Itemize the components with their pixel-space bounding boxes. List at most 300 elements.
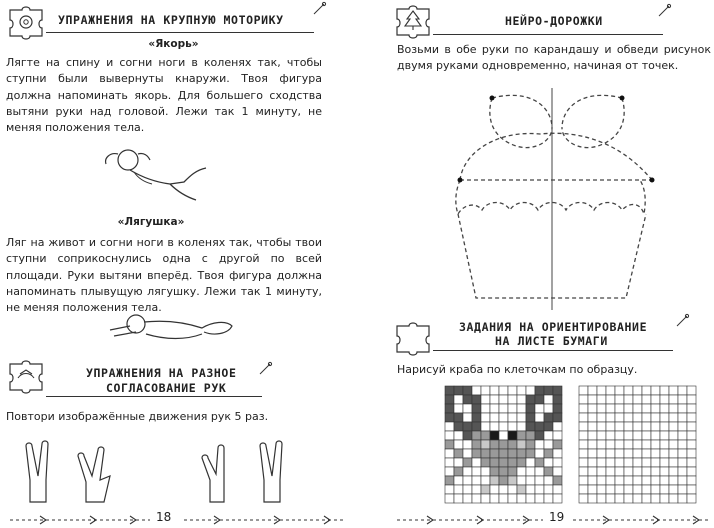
empty-grid-cell[interactable] [687, 458, 696, 467]
empty-grid-cell[interactable] [597, 431, 606, 440]
empty-grid-cell[interactable] [606, 458, 615, 467]
crab-grid-cell [544, 413, 553, 422]
empty-grid-cell[interactable] [597, 476, 606, 485]
crab-grid-cell [499, 485, 508, 494]
empty-grid-cell[interactable] [588, 440, 597, 449]
crab-grid-cell [553, 431, 562, 440]
crab-grid-cell [445, 476, 454, 485]
empty-grid-cell[interactable] [615, 422, 624, 431]
empty-grid-cell[interactable] [633, 494, 642, 503]
empty-grid-cell[interactable] [669, 494, 678, 503]
crab-grid-cell [553, 395, 562, 404]
empty-grid-cell[interactable] [642, 485, 651, 494]
crab-grid-cell [535, 449, 544, 458]
empty-grid-cell[interactable] [597, 467, 606, 476]
footer-arrow-line [184, 514, 344, 526]
empty-grid-cell[interactable] [597, 440, 606, 449]
crab-grid-cell [517, 422, 526, 431]
footer-arrow-line [10, 514, 150, 526]
crab-grid-cell [544, 467, 553, 476]
empty-grid-cell[interactable] [642, 440, 651, 449]
crab-grid-cell [508, 431, 517, 440]
empty-grid-cell[interactable] [624, 467, 633, 476]
empty-grid-cell[interactable] [615, 440, 624, 449]
crab-grid-cell [490, 458, 499, 467]
crab-grid-cell [544, 404, 553, 413]
crab-grid-cell [553, 440, 562, 449]
empty-grid-cell[interactable] [651, 476, 660, 485]
empty-grid-cell[interactable] [660, 413, 669, 422]
empty-grid-cell[interactable] [687, 395, 696, 404]
crab-grid-cell [472, 458, 481, 467]
empty-grid-cell[interactable] [606, 467, 615, 476]
crab-grid-cell [526, 404, 535, 413]
crab-grid-cell [517, 413, 526, 422]
empty-grid-cell[interactable] [669, 386, 678, 395]
empty-grid-cell[interactable] [579, 485, 588, 494]
empty-grid-cell[interactable] [579, 476, 588, 485]
empty-grid-cell[interactable] [678, 485, 687, 494]
crab-grid-cell [463, 422, 472, 431]
crab-grid-cell [445, 386, 454, 395]
empty-grid-cell[interactable] [660, 458, 669, 467]
crab-grid-cell [490, 422, 499, 431]
empty-grid-cell[interactable] [687, 449, 696, 458]
empty-grid-cell[interactable] [615, 431, 624, 440]
section-title-line1: ЗАДАНИЯ НА ОРИЕНТИРОВАНИЕ [459, 320, 648, 334]
frog-pose-illustration [106, 308, 236, 348]
cake-tracing-path [452, 88, 667, 310]
crab-grid-cell [526, 449, 535, 458]
empty-grid-cell[interactable] [579, 458, 588, 467]
empty-grid-cell[interactable] [651, 449, 660, 458]
crab-grid-cell [454, 395, 463, 404]
pencil-decoration-icon [258, 362, 272, 376]
empty-grid-cell[interactable] [660, 422, 669, 431]
crab-grid-cell [454, 476, 463, 485]
crab-grid-cell [544, 386, 553, 395]
crab-grid-cell [454, 467, 463, 476]
empty-grid-cell[interactable] [588, 476, 597, 485]
crab-grid-cell [472, 395, 481, 404]
crab-grid-cell [454, 386, 463, 395]
empty-grid-cell[interactable] [606, 476, 615, 485]
empty-grid-cell[interactable] [624, 413, 633, 422]
crab-grid-cell [517, 494, 526, 503]
empty-grid-cell[interactable] [642, 395, 651, 404]
crab-sample-grid [445, 386, 562, 503]
empty-grid-cell[interactable] [588, 458, 597, 467]
crab-grid-cell [508, 404, 517, 413]
crab-grid-cell [463, 413, 472, 422]
empty-grid-cell[interactable] [678, 449, 687, 458]
crab-grid-cell [553, 449, 562, 458]
empty-grid-cell[interactable] [660, 404, 669, 413]
empty-grid-cell[interactable] [651, 422, 660, 431]
puzzle-icon [393, 318, 433, 354]
empty-grid-cell[interactable] [615, 413, 624, 422]
empty-grid-cell[interactable] [660, 440, 669, 449]
empty-grid-cell[interactable] [633, 431, 642, 440]
crab-grid-cell [544, 431, 553, 440]
crab-grid-cell [445, 467, 454, 476]
empty-grid-cell[interactable] [615, 485, 624, 494]
crab-grid-cell [517, 440, 526, 449]
empty-grid-cell[interactable] [633, 467, 642, 476]
crab-grid-cell [490, 413, 499, 422]
empty-grid-cell[interactable] [588, 494, 597, 503]
crab-grid-cell [508, 440, 517, 449]
crab-grid-cell [463, 458, 472, 467]
crab-grid-cell [553, 404, 562, 413]
empty-grid-cell[interactable] [651, 458, 660, 467]
right-page [357, 0, 714, 528]
crab-grid-cell [535, 494, 544, 503]
crab-grid-cell [544, 440, 553, 449]
crab-grid-cell [517, 449, 526, 458]
empty-grid-cell[interactable] [615, 494, 624, 503]
crab-grid-cell [526, 395, 535, 404]
empty-grid-cell[interactable] [633, 449, 642, 458]
crab-grid-cell [445, 404, 454, 413]
crab-grid-cell [454, 485, 463, 494]
empty-grid-cell[interactable] [624, 404, 633, 413]
crab-grid-cell [463, 386, 472, 395]
empty-grid-cell[interactable] [687, 431, 696, 440]
crab-grid-cell [526, 422, 535, 431]
empty-grid-cell[interactable] [633, 395, 642, 404]
crab-grid-cell [508, 458, 517, 467]
empty-grid-cell[interactable] [606, 485, 615, 494]
crab-grid-cell [508, 449, 517, 458]
crab-grid-cell [445, 395, 454, 404]
empty-grid-cell[interactable] [597, 413, 606, 422]
empty-grid-cell[interactable] [615, 386, 624, 395]
crab-grid-cell [499, 440, 508, 449]
empty-grid-cell[interactable] [579, 494, 588, 503]
empty-grid-cell[interactable] [678, 386, 687, 395]
crab-grid-cell [490, 404, 499, 413]
crab-grid-cell [553, 476, 562, 485]
crab-grid-cell [445, 440, 454, 449]
empty-grid-cell[interactable] [579, 413, 588, 422]
empty-grid-cell[interactable] [642, 467, 651, 476]
crab-grid-cell [553, 422, 562, 431]
puzzle-gear-icon [6, 4, 46, 38]
crab-grid-cell [553, 386, 562, 395]
empty-grid-cell[interactable] [678, 476, 687, 485]
empty-grid-cell[interactable] [597, 485, 606, 494]
empty-grid-cell[interactable] [579, 440, 588, 449]
empty-grid-cell[interactable] [633, 485, 642, 494]
empty-grid-cell[interactable] [651, 395, 660, 404]
empty-grid-cell[interactable] [588, 395, 597, 404]
crab-grid-cell [490, 440, 499, 449]
empty-grid-cell[interactable] [633, 440, 642, 449]
crab-grid-cell [508, 422, 517, 431]
empty-grid-cell[interactable] [588, 485, 597, 494]
empty-grid-cell[interactable] [624, 494, 633, 503]
crab-grid-cell [526, 467, 535, 476]
crab-grid-cell [481, 467, 490, 476]
page-number: 18 [156, 510, 172, 524]
empty-grid-cell[interactable] [642, 386, 651, 395]
empty-grid-cell[interactable] [678, 395, 687, 404]
empty-grid-cell[interactable] [597, 386, 606, 395]
empty-grid-cell[interactable] [669, 404, 678, 413]
empty-grid-cell[interactable] [642, 494, 651, 503]
empty-grid-cell[interactable] [669, 431, 678, 440]
crab-grid-cell [517, 458, 526, 467]
hand-gestures-illustration [20, 436, 300, 506]
empty-grid-cell[interactable] [606, 440, 615, 449]
empty-grid-cell[interactable] [687, 422, 696, 431]
empty-grid-cell[interactable] [678, 494, 687, 503]
crab-grid-cell [544, 449, 553, 458]
empty-grid-cell[interactable] [687, 467, 696, 476]
empty-grid-cell[interactable] [651, 485, 660, 494]
empty-grid-cell[interactable] [660, 467, 669, 476]
crab-grid-cell [499, 386, 508, 395]
crab-grid-cell [463, 395, 472, 404]
empty-grid-cell[interactable] [588, 422, 597, 431]
empty-grid-cell[interactable] [678, 431, 687, 440]
crab-grid-cell [472, 449, 481, 458]
crab-grid-cell [517, 431, 526, 440]
empty-grid-cell[interactable] [642, 413, 651, 422]
empty-grid-cell[interactable] [633, 476, 642, 485]
empty-grid-cell[interactable] [588, 404, 597, 413]
crab-grid-cell [517, 395, 526, 404]
empty-grid-cell[interactable] [687, 386, 696, 395]
empty-grid-cell[interactable] [633, 386, 642, 395]
crab-grid-cell [508, 395, 517, 404]
empty-grid-cell[interactable] [579, 422, 588, 431]
empty-grid-cell[interactable] [687, 440, 696, 449]
crab-grid-cell [526, 413, 535, 422]
crab-grid-cell [481, 386, 490, 395]
empty-grid-cell[interactable] [678, 467, 687, 476]
empty-grid-cell[interactable] [669, 395, 678, 404]
crab-grid-cell [526, 431, 535, 440]
crab-grid-cell [517, 476, 526, 485]
empty-grid-cell[interactable] [579, 404, 588, 413]
empty-grid-cell[interactable] [687, 413, 696, 422]
empty-grid-cell[interactable] [669, 485, 678, 494]
hands-puzzle-icon [6, 356, 46, 392]
empty-grid-cell[interactable] [669, 449, 678, 458]
empty-grid-cell[interactable] [651, 386, 660, 395]
empty-grid-cell[interactable] [606, 422, 615, 431]
empty-grid-cell[interactable] [660, 431, 669, 440]
crab-grid-cell [553, 413, 562, 422]
crab-grid-cell [445, 413, 454, 422]
crab-grid-cell [508, 413, 517, 422]
empty-grid-cell[interactable] [624, 476, 633, 485]
empty-grid-cell[interactable] [678, 413, 687, 422]
crab-grid-cell [481, 449, 490, 458]
empty-grid-cell[interactable] [660, 386, 669, 395]
empty-grid-cell[interactable] [606, 386, 615, 395]
crab-grid-cell [490, 386, 499, 395]
page-number: 19 [549, 510, 565, 524]
empty-grid-cell[interactable] [615, 458, 624, 467]
empty-grid-cell[interactable] [687, 494, 696, 503]
empty-grid-cell[interactable] [633, 458, 642, 467]
crab-grid-cell [490, 431, 499, 440]
empty-grid-cell[interactable] [615, 467, 624, 476]
crab-grid-cell [490, 449, 499, 458]
crab-grid-cell [508, 485, 517, 494]
crab-grid-cell [499, 494, 508, 503]
crab-grid-cell [454, 458, 463, 467]
crab-grid-cell [535, 485, 544, 494]
empty-grid-cell[interactable] [678, 458, 687, 467]
crab-grid-cell [526, 458, 535, 467]
crab-grid-cell [535, 386, 544, 395]
empty-grid-cell[interactable] [651, 467, 660, 476]
crab-grid-cell [526, 485, 535, 494]
empty-grid-cell[interactable] [660, 485, 669, 494]
crab-grid-cell [481, 413, 490, 422]
empty-grid-cell[interactable] [597, 395, 606, 404]
empty-grid-cell[interactable] [624, 440, 633, 449]
empty-grid-cell[interactable] [588, 449, 597, 458]
empty-grid-cell[interactable] [642, 431, 651, 440]
crab-grid-cell [445, 422, 454, 431]
empty-grid-cell[interactable] [624, 386, 633, 395]
exercise-description: Возьми в обе руки по карандашу и обведи рисунок двумя руками одновременно, начиная от точек. [397, 43, 711, 73]
empty-grid-cell[interactable] [597, 404, 606, 413]
exercise-description: Нарисуй краба по клеточкам по образцу. [397, 363, 638, 376]
empty-grid-cell[interactable] [597, 422, 606, 431]
empty-grid-cell[interactable] [687, 404, 696, 413]
empty-grid-cell[interactable] [651, 413, 660, 422]
empty-grid-cell[interactable] [597, 494, 606, 503]
empty-grid-cell[interactable] [588, 386, 597, 395]
crab-grid-cell [472, 404, 481, 413]
empty-grid-cell[interactable] [669, 440, 678, 449]
crab-grid-cell [535, 431, 544, 440]
empty-grid-cell[interactable] [678, 404, 687, 413]
empty-grid-cell[interactable] [579, 395, 588, 404]
crab-grid-cell [490, 476, 499, 485]
empty-grid-cell[interactable] [615, 404, 624, 413]
empty-grid-cell[interactable] [624, 395, 633, 404]
empty-drawing-grid [579, 386, 696, 503]
empty-grid-cell[interactable] [606, 395, 615, 404]
empty-grid-cell[interactable] [669, 413, 678, 422]
empty-grid-cell[interactable] [606, 494, 615, 503]
empty-grid-cell[interactable] [615, 395, 624, 404]
empty-grid-cell[interactable] [660, 494, 669, 503]
crab-grid-cell [526, 440, 535, 449]
empty-grid-cell[interactable] [678, 422, 687, 431]
empty-grid-cell[interactable] [642, 458, 651, 467]
crab-grid-cell [553, 467, 562, 476]
crab-grid-cell [508, 386, 517, 395]
empty-grid-cell[interactable] [579, 386, 588, 395]
empty-grid-cell[interactable] [660, 449, 669, 458]
empty-grid-cell[interactable] [588, 467, 597, 476]
empty-grid-cell[interactable] [624, 458, 633, 467]
crab-grid-cell [463, 467, 472, 476]
empty-grid-cell[interactable] [588, 413, 597, 422]
crab-grid-cell [472, 422, 481, 431]
empty-grid-cell[interactable] [597, 449, 606, 458]
section-title-line1: УПРАЖНЕНИЯ НА РАЗНОЕ [86, 366, 237, 380]
empty-grid-cell[interactable] [615, 449, 624, 458]
empty-grid-cell[interactable] [651, 404, 660, 413]
empty-grid-cell[interactable] [579, 467, 588, 476]
empty-grid-cell[interactable] [669, 476, 678, 485]
empty-grid-cell[interactable] [651, 431, 660, 440]
crab-grid-cell [454, 431, 463, 440]
exercise-description: Лягте на спину и согни ноги в коленях так, чтобы ступни были вывернуты кнаружи. Твоя фигура должна напоминать якорь. Для большего сходства вытяни руки над головой. Лежи так 1 минуту, не меняя положения тела. [6, 56, 322, 135]
empty-grid-cell[interactable] [624, 431, 633, 440]
empty-grid-cell[interactable] [642, 449, 651, 458]
crab-grid-cell [499, 476, 508, 485]
empty-grid-cell[interactable] [615, 476, 624, 485]
anchor-pose-illustration [100, 140, 220, 210]
empty-grid-cell[interactable] [669, 458, 678, 467]
crab-grid-cell [499, 404, 508, 413]
empty-grid-cell[interactable] [597, 458, 606, 467]
empty-grid-cell[interactable] [624, 485, 633, 494]
empty-grid-cell[interactable] [687, 476, 696, 485]
crab-grid-cell [454, 440, 463, 449]
crab-grid-cell [517, 467, 526, 476]
pencil-decoration-icon [657, 4, 671, 18]
crab-grid-cell [544, 494, 553, 503]
empty-grid-cell[interactable] [588, 431, 597, 440]
empty-grid-cell[interactable] [669, 467, 678, 476]
empty-grid-cell[interactable] [579, 431, 588, 440]
crab-grid-cell [463, 404, 472, 413]
crab-grid-cell [454, 494, 463, 503]
empty-grid-cell[interactable] [624, 422, 633, 431]
empty-grid-cell[interactable] [606, 413, 615, 422]
empty-grid-cell[interactable] [633, 413, 642, 422]
crab-grid-cell [499, 467, 508, 476]
crab-grid-cell [490, 485, 499, 494]
empty-grid-cell[interactable] [651, 494, 660, 503]
empty-grid-cell[interactable] [633, 422, 642, 431]
crab-grid-cell [553, 485, 562, 494]
empty-grid-cell[interactable] [624, 449, 633, 458]
crab-grid-cell [472, 467, 481, 476]
empty-grid-cell[interactable] [642, 476, 651, 485]
crab-grid-cell [535, 413, 544, 422]
empty-grid-cell[interactable] [579, 449, 588, 458]
crab-grid-cell [508, 494, 517, 503]
empty-grid-cell[interactable] [606, 404, 615, 413]
empty-grid-cell[interactable] [687, 485, 696, 494]
empty-grid-cell[interactable] [633, 404, 642, 413]
empty-grid-cell[interactable] [642, 404, 651, 413]
empty-grid-cell[interactable] [606, 431, 615, 440]
empty-grid-cell[interactable] [678, 440, 687, 449]
empty-grid-cell[interactable] [651, 440, 660, 449]
empty-grid-cell[interactable] [669, 422, 678, 431]
crab-grid-cell [481, 431, 490, 440]
empty-grid-cell[interactable] [642, 422, 651, 431]
empty-grid-cell[interactable] [660, 395, 669, 404]
footer-arrow-line [573, 514, 709, 526]
empty-grid-cell[interactable] [660, 476, 669, 485]
crab-grid-cell [499, 395, 508, 404]
empty-grid-cell[interactable] [606, 449, 615, 458]
